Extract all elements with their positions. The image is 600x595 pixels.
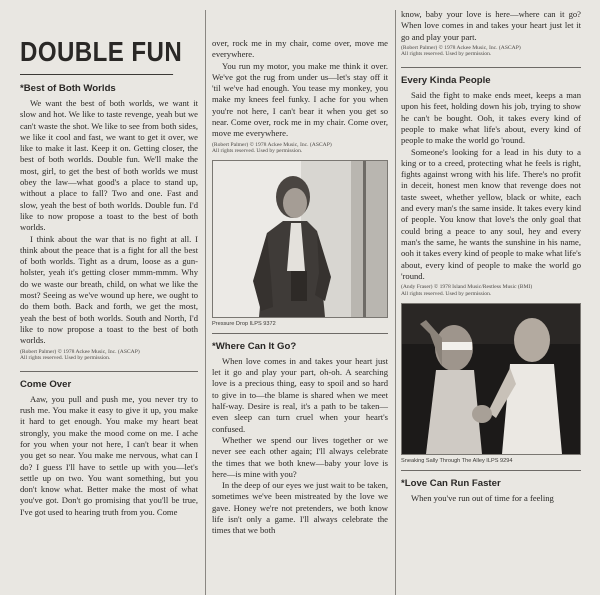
song-heading-best-of-both-worlds: *Best of Both Worlds	[20, 83, 116, 94]
photo-caption: Pressure Drop ILPS 9372	[212, 320, 276, 327]
photo-caption: Sneaking Sally Through The Alley ILPS 9294	[401, 458, 513, 465]
section-divider	[401, 470, 581, 471]
lyrics-paragraph: When you've run out of time for a feeling	[411, 493, 554, 504]
section-divider	[212, 333, 388, 334]
lyrics-paragraph: When love comes in and takes your heart just let it go and play your part, oh-oh. A searching love is a precious thing, easy to spoil and so hard to give in to—the blame is shared when we meet half-way. Desire is real, it's a path to be taken—even sleep can turn cruel when your heart's confused.	[212, 355, 388, 434]
lyrics-paragraph: I think about the war that is no fight at all. I think about the peace that is a fight for all the best of both worlds. Tight as a drum, loose as a gun-holster, yeah it's getting closer mmm-mmm. Why do we waste our breath, child, on what we like the most? Seeing as we've wound up here, we ought to do them both. Back and forth, we get the most, yeah the best of both worlds. South and North, I'd like to now propose a toast to the best of both worlds.	[20, 233, 198, 346]
page-title: DOUBLE FUN	[20, 36, 173, 75]
song-heading-every-kinda-people: Every Kinda People	[401, 75, 491, 87]
lyrics-paragraph: Whether we spend our lives together or we never see each other again; I'll always celebrate the times that we both knew—baby your love is here—is mine with you?	[212, 434, 388, 479]
column-1	[20, 0, 198, 518]
section-divider	[20, 371, 198, 372]
section-divider	[401, 67, 581, 68]
column-divider	[205, 10, 206, 595]
lyrics-paragraph: Said the fight to make ends meet, keeps a man upon his feet, holding down his job, trying to show he can't be bought. Ooh, it takes every kind of people to make what life's about, every kind of people to make the world go 'round.	[401, 90, 581, 146]
lyrics-paragraph: Aaw, you pull and push me, you never try to rush me. You make it easy to give it up, you make it hard to get enough. You make my heart beat strongly, you make the mood come on me. I ache for you when your not here, I can't bear it when you get so near. You make me nervous, what can I do? I guess I'll have to settle up with you—let's settle up on two. You want something, but you don't know what. Better make the most of what you've got. Don't go promising that you'll be true, I've got used to hearing truth from you. Come	[20, 393, 198, 517]
song-credit: (Robert Palmer) © 1978 Ackee Music, Inc. (ASCAP)	[401, 44, 521, 51]
song-credit: (Robert Palmer) © 1978 Ackee Music, Inc. (ASCAP)	[20, 348, 140, 355]
song-credit: All rights reserved. Used by permission.	[401, 51, 492, 58]
song-heading-love-can-run-faster: *Love Can Run Faster	[401, 478, 501, 490]
lyrics-paragraph: over, rock me in my chair, come over, move me everywhere.	[212, 38, 388, 60]
song-heading-come-over: Come Over	[20, 378, 72, 390]
lyrics-paragraph: Someone's looking for a lead in his duty to a king or to a creed, protecting what he feels is right, fights against wrong with his life. There's no profit in deceit, honest men know that revenge does not taste sweet, whether yellow, black or white, each and every man's the same inside. It takes every kind of people. You know that love's the only goal that could bring a peace to any soul, hey and every man's the same, he wants the sunshine in his name, ooh it takes every kind of people to make what life's about, every kind of people to make the world go 'round.	[401, 146, 581, 281]
song-credit: All rights reserved. Used by permission.	[212, 148, 303, 155]
song-credit: All rights reserved. Used by permission.	[20, 355, 111, 362]
portrait-photo-icon	[213, 161, 387, 317]
lyrics-paragraph: know, baby your love is here—where can it go? When love comes in and takes your heart just let it go and play your part.	[401, 9, 581, 42]
column-3	[401, 9, 581, 505]
column-divider	[395, 10, 396, 595]
group-photo-icon	[402, 304, 580, 454]
song-credit: (Robert Palmer) © 1978 Ackee Music, Inc. (ASCAP)	[212, 141, 332, 148]
column-2	[212, 38, 388, 537]
lyrics-paragraph: We want the best of both worlds, we want it slow and hot. We like to taste revenge, yeah but we can't waste the shot. We like to see from both sides, we like it cool and fast, we want to get it over, we like to make it last. Keep it on. Getting closer, the best of both worlds. Double fun. We'll make the most, girl, to get the best of both worlds we must obey the law—what good's a place to stand up, without a place to fall? Two and one. Fast and slow, yeah the best of both worlds. Double fun. I'd like to now propose a toast to the best of both worlds.	[20, 98, 198, 233]
photo-sneaking-sally	[401, 303, 581, 455]
lyrics-paragraph: In the deep of our eyes we just wait to be taken, sometimes we've been mistreated by the love we gave. Honey we're not pretenders, we both know life isn't only a game. I'll always celebrate the times that we both	[212, 480, 388, 536]
song-heading-where-can-it-go: *Where Can It Go?	[212, 340, 297, 352]
song-credit: All rights reserved. Used by permission.	[401, 290, 492, 297]
song-credit: (Andy Fraser) © 1978 Island Music/Restless Music (BMI)	[401, 284, 533, 291]
photo-pressure-drop	[212, 160, 388, 318]
lyrics-paragraph: You run my motor, you make me think it over. We've got the rug from under us—let's stay off it 'til we've had enough. You tease my monkey, you make my knees feel funky. I ache for you when you're not here, I can't bear it when you get so near. Come over, rock me in my chair. Come over, move me everywhere.	[212, 60, 388, 139]
